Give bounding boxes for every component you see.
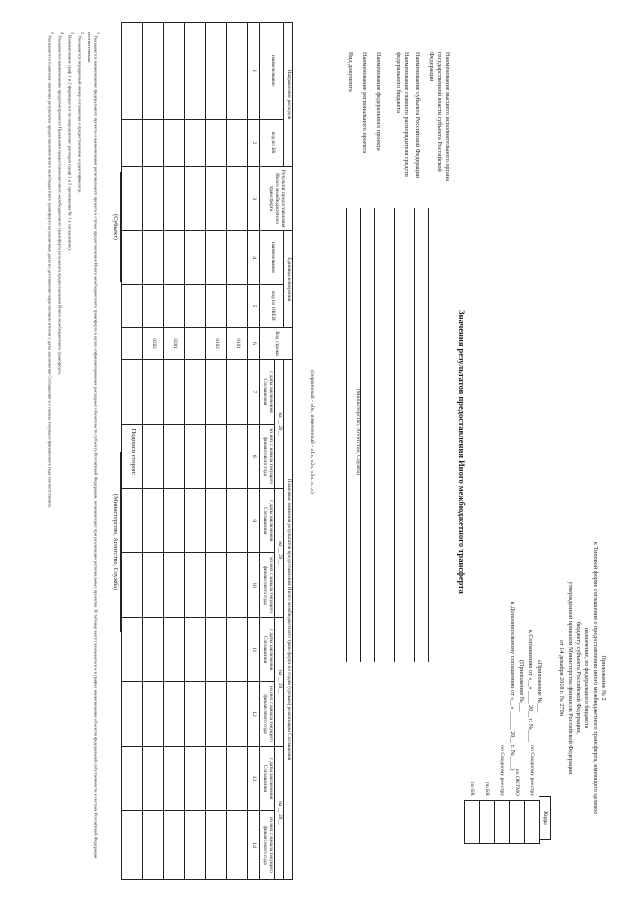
field-chief-administrator — [394, 52, 410, 662]
table-cell[interactable] — [227, 119, 248, 166]
table-cell[interactable] — [206, 360, 227, 424]
row-code-cell[interactable]: 0201 — [164, 327, 185, 359]
table-row — [227, 23, 248, 880]
th-result: Результат предоставления Иного межбюджетного трансферта — [260, 166, 293, 230]
table-cell[interactable] — [185, 617, 206, 681]
table-cell[interactable] — [164, 617, 185, 681]
column-number: 8 — [248, 424, 260, 488]
th-from-agreement: с даты заключения Соглашения — [260, 360, 275, 424]
code-label: по Сводному реестру — [528, 745, 535, 796]
th-line-code: Код строки — [260, 327, 293, 359]
table-cell[interactable] — [227, 746, 248, 810]
table-cell[interactable] — [143, 119, 164, 166]
field-regional-project — [360, 52, 370, 662]
column-number: 11 — [248, 617, 260, 681]
th-year: на __ 20__ — [275, 489, 284, 618]
table-cell[interactable] — [185, 285, 206, 328]
signatures-row — [112, 172, 121, 632]
code-box[interactable] — [524, 800, 540, 844]
th-from-year: из них с начала текущего финансового года — [260, 553, 275, 617]
footnote: $^1$ Указывается наименование федерального проекта и наименование регионального проекта в случае предоставления Иного межбюджетного трансферта в целях софинансирования расходных обязательств субъекта Российской Федерации, возникающих при реализации региональных проектов. В таблице могут указываться и в графах наименования объектов федеральной собственности в составе Российской Федерации соответственно. — [87, 32, 101, 859]
table-cell[interactable] — [164, 285, 185, 328]
th-from-year: из них с начала текущего финансового года — [260, 682, 275, 746]
table-cell[interactable] — [206, 166, 227, 230]
table-cell[interactable] — [164, 682, 185, 746]
footnote: $^3$ Наименование граф 1 и 2 формируется по направлению расходов (граф 1 и 2 приложения № 1 к соглашению). — [67, 32, 75, 251]
agreement-to: к Соглашению от «__» ____ 20__ г. №____ — [527, 629, 535, 743]
column-number: 3 — [248, 166, 260, 230]
field-value-line[interactable] — [394, 208, 404, 662]
table-cell[interactable] — [206, 285, 227, 328]
table-cell[interactable] — [206, 617, 227, 681]
table-cell[interactable] — [164, 553, 185, 617]
code-row — [494, 726, 509, 876]
row-code-cell[interactable]: 0202 — [143, 327, 164, 359]
column-number: 5 — [248, 285, 260, 328]
table-cell[interactable] — [164, 23, 185, 120]
table-cell[interactable] — [143, 23, 164, 120]
th-planned: Плановые значения результатов предоставления Иного межбюджетного трансферта по годам (срокам) реализации Соглашения — [284, 360, 293, 880]
table-cell[interactable] — [206, 811, 227, 880]
table-cell[interactable] — [185, 360, 206, 424]
column-number: 14 — [248, 811, 260, 880]
codes-header: Коды — [539, 796, 551, 840]
results-table — [121, 22, 293, 880]
table-cell[interactable] — [185, 424, 206, 488]
field-label: Наименование главного распорядителя средств федерального бюджета — [395, 52, 410, 177]
code-box[interactable] — [479, 800, 495, 844]
th-from-agreement: с даты заключения Соглашения — [260, 746, 275, 810]
table-cell[interactable] — [206, 119, 227, 166]
field-value-line[interactable] — [428, 208, 438, 662]
field-value-line[interactable] — [414, 208, 424, 662]
appendix-line: от 14 декабря 2018 г. № 270н — [558, 639, 566, 717]
th-year: на __ 20__ — [275, 746, 284, 879]
field-value-line[interactable] — [360, 208, 370, 662]
table-cell[interactable] — [143, 682, 164, 746]
field-label: Наименование федерального проекта — [375, 52, 382, 151]
table-cell[interactable] — [206, 746, 227, 810]
field-subject — [414, 52, 424, 662]
table-cell[interactable] — [143, 424, 164, 488]
field-value-line[interactable] — [374, 208, 384, 662]
table-cell[interactable] — [185, 231, 206, 285]
column-number: 7 — [248, 360, 260, 424]
table-cell[interactable] — [227, 285, 248, 328]
column-number: 12 — [248, 682, 260, 746]
table-row — [164, 23, 185, 880]
table-cell[interactable] — [185, 119, 206, 166]
appendix-line: утвержденной приказом Министерства финансов Российской Федерации — [566, 581, 574, 775]
column-number: 2 — [248, 119, 260, 166]
table-row — [143, 23, 164, 880]
ministry-hint: (Министерство, Агентство, Служба) — [355, 388, 361, 476]
table-cell[interactable] — [143, 360, 164, 424]
table-cell[interactable] — [227, 682, 248, 746]
code-label: по БК — [483, 781, 490, 796]
table-cell[interactable] — [227, 23, 248, 120]
th-direction: Направление расходов — [284, 23, 293, 167]
code-row — [524, 726, 539, 876]
table-cell[interactable] — [143, 489, 164, 553]
th-unit-name: наименование — [260, 231, 284, 285]
table-cell[interactable] — [164, 746, 185, 810]
th-unit-code: код по ОКЕИ — [260, 285, 284, 328]
appendix-line: к Типовой форме соглашения о предоставлении иного межбюджетного трансферта, имеющего целевое — [591, 541, 599, 815]
document-title: Значения результатов предоставления Иного межбюджетного трансферта — [457, 310, 467, 594]
table-cell[interactable] — [206, 424, 227, 488]
row-code-cell[interactable] — [185, 327, 206, 359]
table-cell[interactable] — [206, 23, 227, 120]
field-label: Наименование высшего исполнительного органа государственной власти субъекта Российской Федерации — [428, 52, 451, 181]
code-row — [479, 726, 494, 876]
footnote: $^5$ Указываются плановые значения результатов предоставления иного межбюджетного трансферта на различные даты их достижения нарастающим итогом с даты заключения Соглашения и с начала текущего финансового года соответственно. — [47, 32, 55, 509]
appendix-line: бюджету субъекта Российской Федерации, — [574, 621, 582, 735]
code-row — [509, 726, 524, 876]
table-cell[interactable] — [206, 489, 227, 553]
footnote: $^4$ Указывается наименование предусмотренного Правилами предоставления иного межбюджетного трансферта результата предоставления Иного межбюджетного трансферта. — [57, 32, 65, 375]
appendix-header — [557, 478, 607, 878]
field-federal-project — [374, 52, 384, 662]
table-cell[interactable] — [185, 811, 206, 880]
signature-ministry[interactable]: (Министерство, Агентство, Служба) — [112, 452, 121, 632]
field-label: Вид документа — [347, 52, 354, 92]
row-code-cell[interactable]: 0101 — [227, 327, 248, 359]
code-label: по ОКТМО — [513, 768, 520, 796]
code-box[interactable] — [509, 800, 525, 844]
th-unit: Единица измерения — [284, 231, 293, 328]
table-cell[interactable] — [164, 360, 185, 424]
document-sheet — [25, 12, 615, 892]
th-dir-name: наименование — [260, 23, 284, 120]
field-executive-body — [428, 52, 451, 662]
table-cell[interactable] — [143, 231, 164, 285]
table-cell[interactable] — [227, 360, 248, 424]
table-cell[interactable] — [143, 553, 164, 617]
field-label: Наименование регионального проекта — [361, 52, 368, 154]
code-label: по Сводному реестру — [498, 745, 505, 796]
table-cell[interactable] — [143, 746, 164, 810]
th-from-year: из них с начала текущего финансового года — [260, 424, 275, 488]
column-number: 1 — [248, 23, 260, 120]
th-from-year: из них с начала текущего финансового года — [260, 811, 275, 880]
table-cell[interactable] — [227, 617, 248, 681]
table-cell[interactable] — [227, 424, 248, 488]
column-number: 9 — [248, 489, 260, 553]
field-label: Наименование субъекта Российской Федерации — [414, 52, 422, 178]
table-cell[interactable] — [164, 811, 185, 880]
table-row — [185, 23, 206, 880]
table-cell[interactable] — [185, 682, 206, 746]
table-cell[interactable] — [185, 746, 206, 810]
table-cell[interactable] — [164, 166, 185, 230]
table-cell[interactable] — [143, 285, 164, 328]
column-number-row — [248, 23, 260, 880]
table-cell[interactable] — [227, 811, 248, 880]
table-cell[interactable] — [227, 166, 248, 230]
table-cell[interactable] — [185, 23, 206, 120]
table-cell[interactable] — [143, 617, 164, 681]
footnotes — [45, 32, 101, 872]
column-number: 10 — [248, 553, 260, 617]
results-table-body — [122, 23, 260, 880]
table-cell[interactable] — [164, 119, 185, 166]
doc-type-hint: (первичный - «0», измененный - «1», «2», «3», «...») — [309, 370, 315, 494]
appendix-line: Приложение № 2 — [600, 655, 607, 701]
codes-block — [464, 726, 551, 876]
th-year: на __ 20__ — [275, 360, 284, 489]
code-label: по БК — [468, 781, 475, 796]
table-cell[interactable] — [164, 424, 185, 488]
agreement-supplementary: к Дополнительному соглашению от «__» ______ 20__ г. №____) — [509, 601, 517, 771]
column-number: 13 — [248, 746, 260, 810]
th-from-agreement: с даты заключения Соглашения — [260, 489, 275, 553]
table-cell[interactable] — [164, 231, 185, 285]
table-cell[interactable] — [143, 166, 164, 230]
th-year: на __ 20__ — [275, 617, 284, 746]
column-number: 4 — [248, 231, 260, 285]
table-cell[interactable] — [206, 553, 227, 617]
th-from-agreement: с даты заключения Соглашения — [260, 617, 275, 681]
table-cell[interactable] — [206, 682, 227, 746]
signature-subject[interactable]: (Субъект) — [112, 172, 121, 282]
signatures-title: Подписи сторон: — [130, 428, 137, 476]
th-dir-bk: код по БК — [260, 119, 284, 166]
agreement-appendix-no: «Приложение №___ — [536, 659, 543, 713]
table-cell[interactable] — [227, 231, 248, 285]
table-cell[interactable] — [185, 489, 206, 553]
code-box[interactable] — [494, 800, 510, 844]
table-row — [206, 23, 227, 880]
table-cell[interactable] — [206, 231, 227, 285]
agreement-appendix-no2: (Приложение №___ — [518, 659, 526, 712]
table-cell[interactable] — [227, 553, 248, 617]
table-cell[interactable] — [227, 489, 248, 553]
row-code-cell[interactable]: 0102 — [206, 327, 227, 359]
table-cell[interactable] — [164, 489, 185, 553]
appendix-line: назначение, из федерального бюджета — [583, 627, 591, 729]
column-number: 6 — [248, 327, 260, 359]
table-cell[interactable] — [185, 553, 206, 617]
footnote: $^2$ Указывается порядковый номер соглашения о предоставлении и идентификатор. — [77, 32, 85, 194]
table-cell[interactable] — [185, 166, 206, 230]
table-cell[interactable] — [143, 811, 164, 880]
